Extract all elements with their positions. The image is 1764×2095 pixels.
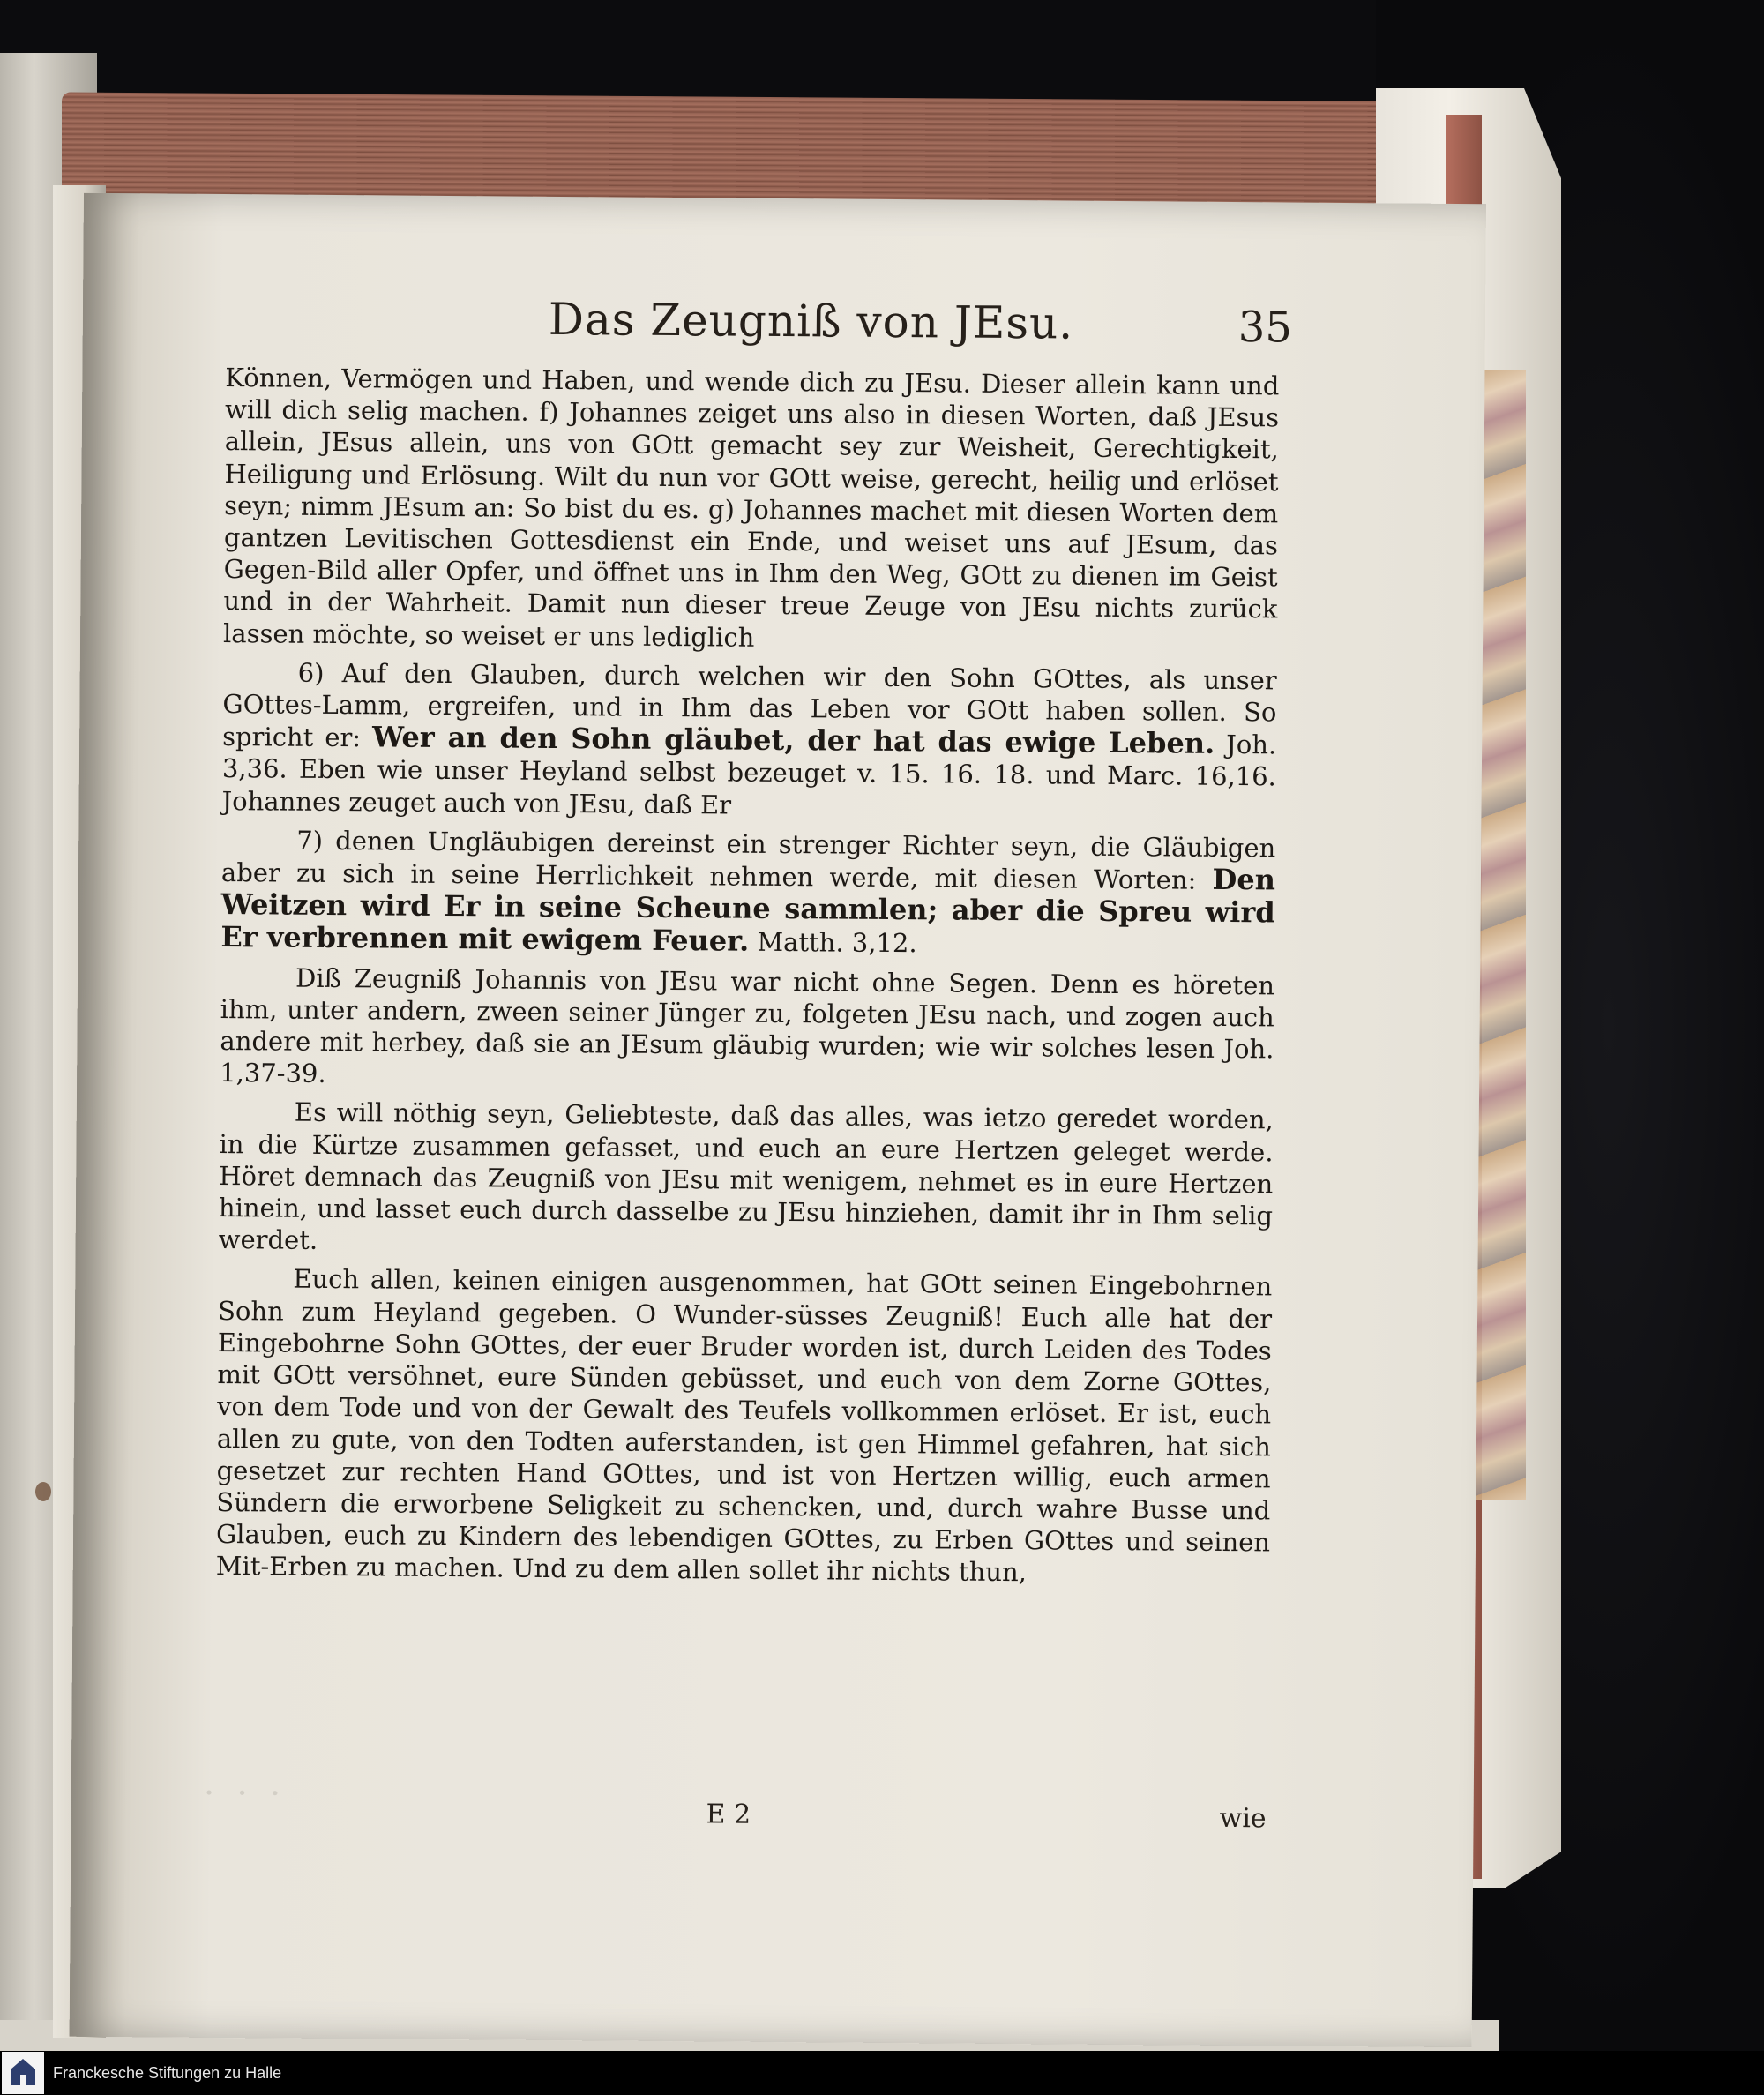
catchword: wie xyxy=(1219,1802,1267,1835)
book-page xyxy=(70,193,1486,2047)
running-title: Das Zeugniß von JEsu. xyxy=(548,293,1074,349)
paragraph: Können, Vermögen und Haben, und wende dich zu JEsu. Dieser allein kann und will dich selig machen. f) Johannes zeiget uns also in diesen Worten, daß JEsus allein, JEsus allein, uns von GOtt gemacht sey zur Weisheit, Gerechtigkeit, Heiligung und Erlösung. Wilt du nun vor GOtt weise, gerecht, heilig und erlöset seyn; nimm JEsum an: So bist du es. g) Johannes machet mit diesen Worten dem gantzen Levitischen Gottesdienst ein Ende, und weiset uns auf JEsum, das Gegen-Bild aller Opfer, und öffnet uns in Ihm den Weg, GOtt zu dienen im Geist und in der Wahrheit. Damit nun dieser treue Zeuge von JEsu nichts zurück lassen möchte, so weiset er uns lediglich xyxy=(222,363,1280,653)
scripture-quote: Wer an den Sohn gläubet, der hat das ewige Leben. xyxy=(371,720,1215,761)
paragraph-text: Joh. 3,36. Eben wie unser Heyland selbst bezeuget v. 15. 16. 18. und Marc. 16,16. Johannes zeuget auch von JEsu, daß Er xyxy=(221,730,1277,820)
paragraph xyxy=(221,656,1276,825)
scripture-reference: Matth. 3,12. xyxy=(757,927,917,959)
footer-bar xyxy=(0,2051,1764,2095)
paragraph: Euch allen, keinen einigen ausgenommen, hat GOtt seinen Eingebohrnen Sohn zum Heyland gegeben. O Wunder-süsses Zeugniß! Euch alle hat der Eingebohrne Sohn GOttes, der euer Bruder worden ist, durch Leiden des Todes mit GOtt versöhnet, eure Sünden gebüsset, und euch von dem Zorne GOttes, von dem Tode und von der Gewalt des Teufels vollkommen erlöset. Er ist, euch allen zu gute, von den Todten auferstanden, ist gen Himmel gefahren, hat sich gesetzet zur rechten Hand GOttes, und ist von Hertzen willig, euch armen Sündern die erworbene Seligkeit zu schencken, und, durch wahre Busse und Glauben, euch zu Kindern des lebendigen GOttes, zu Erben GOttes und seinen Mit-Erben zu machen. Und zu dem allen sollet ihr nichts thun, xyxy=(215,1264,1273,1588)
page-header xyxy=(83,290,1486,371)
faint-bleedthrough: · · · xyxy=(203,1772,287,1814)
institution-name: Franckesche Stiftungen zu Halle xyxy=(53,2063,282,2082)
page-number: 35 xyxy=(1237,303,1293,353)
paragraph-text: 7) denen Ungläubigen dereinst ein strenger Richter seyn, die Gläubigen aber zu sich in seine Herrlichkeit nehmen werde, mit diesen Worten: xyxy=(220,825,1276,895)
ink-stain xyxy=(35,1482,51,1501)
signature-mark: E 2 xyxy=(706,1799,751,1830)
scripture-quote: Den Weitzen wird Er in seine Scheune sammlen; aber die Spreu wird Er verbrennen mit ewigem Feuer. xyxy=(220,862,1276,959)
paragraph-text: 6) Auf den Glauben, durch welchen wir den Sohn GOttes, als unser GOttes-Lamm, ergreifen, und in Ihm das Leben vor GOtt haben sollen. So spricht er: xyxy=(222,657,1277,753)
paragraph xyxy=(220,824,1275,962)
paragraph: Es will nöthig seyn, Geliebteste, daß das alles, was ietzo geredet worden, in die Kürtze zusammen gefasset, und euch an eure Hertzen geleget werde. Höret demnach das Zeugniß von JEsu mit wenigem, nehmet es in eure Hertzen hinein, und lasset euch durch dasselbe zu JEsu hinziehen, damit ihr in Ihm selig werdet. xyxy=(218,1097,1274,1256)
institution-logo-icon xyxy=(2,2052,44,2094)
paragraph: Diß Zeugniß Johannis von JEsu war nicht ohne Segen. Denn es höreten ihm, unter andern, zween seiner Jünger zu, folgeten JEsu nach, und zogen auch andere mit herbey, daß sie an JEsum gläubig wurden; wie wir solches lesen Joh. 1,37-39. xyxy=(220,962,1275,1089)
body-text xyxy=(216,362,1280,1597)
